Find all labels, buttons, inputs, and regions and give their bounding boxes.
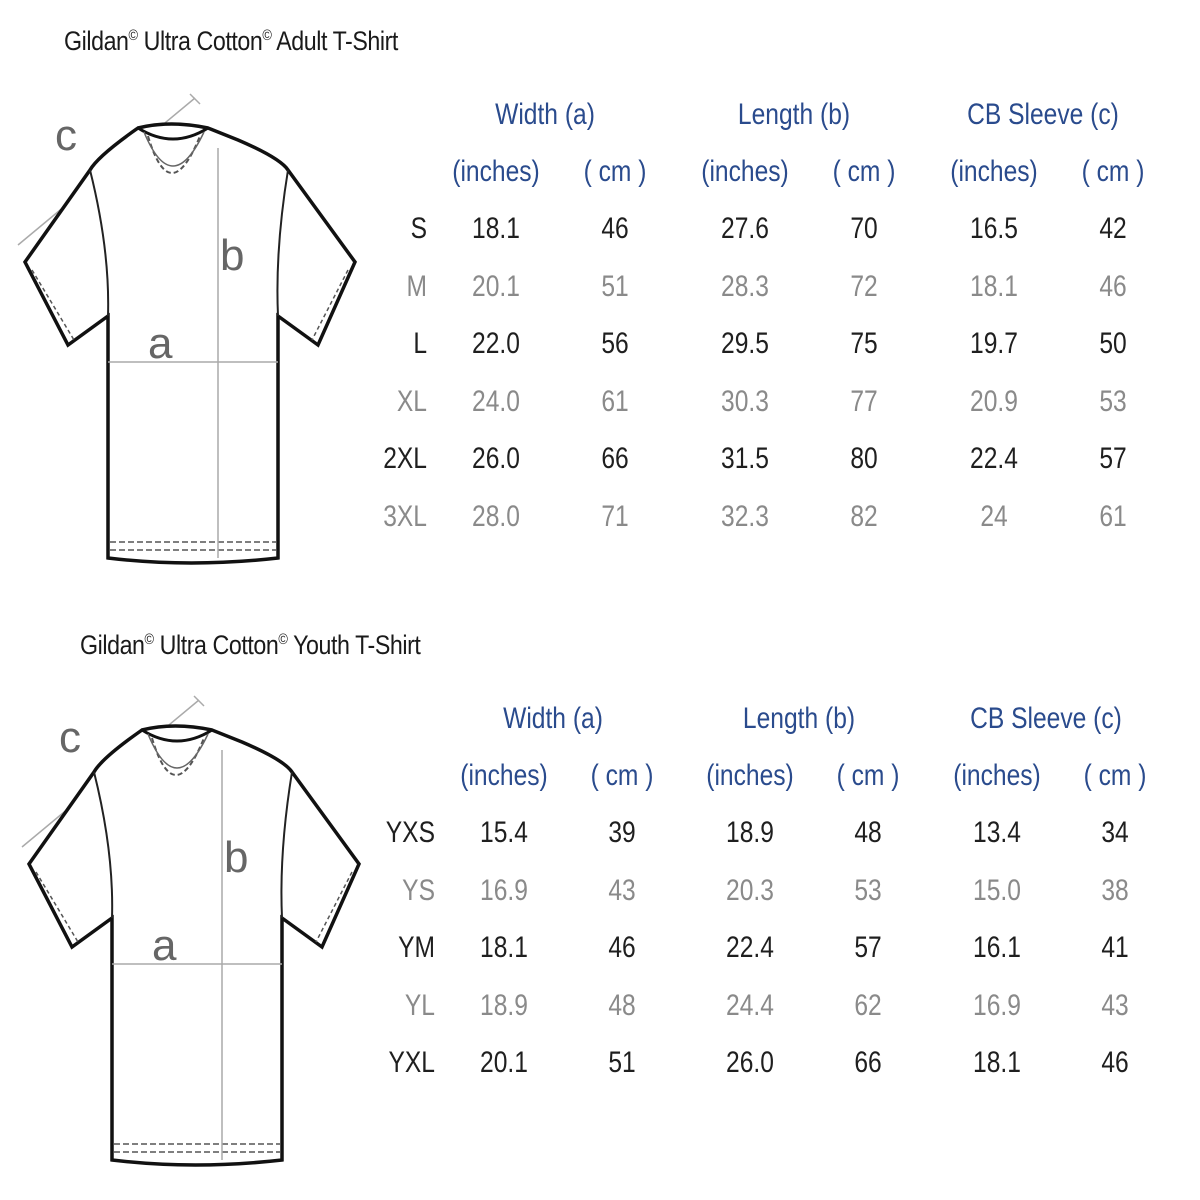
youth-size-label: YXL xyxy=(388,1046,435,1080)
youth-cell-w-cm: 46 xyxy=(608,931,636,965)
adult-cell-w-in: 22.0 xyxy=(472,327,520,361)
youth-cell-w-in: 18.1 xyxy=(480,931,528,965)
youth-cell-s-cm: 41 xyxy=(1101,931,1129,965)
adult-cell-s-cm: 57 xyxy=(1099,442,1127,476)
youth-header-w-cm: ( cm ) xyxy=(590,759,654,792)
youth-cell-w-in: 15.4 xyxy=(480,816,528,849)
youth-title: Gildan© Ultra Cotton© Youth T-Shirt xyxy=(80,630,421,660)
youth-cell-s-in: 13.4 xyxy=(973,816,1021,849)
label-a: a xyxy=(148,319,173,368)
adult-cell-s-in: 19.7 xyxy=(970,327,1018,361)
youth-header-sleeve: CB Sleeve (c) xyxy=(970,702,1122,735)
youth-cell-l-cm: 57 xyxy=(854,931,882,965)
adult-cell-w-in: 20.1 xyxy=(472,269,520,303)
youth-cell-w-cm: 39 xyxy=(608,816,636,849)
adult-cell-l-cm: 72 xyxy=(850,269,878,303)
youth-header-length: Length (b) xyxy=(742,702,856,735)
adult-header-length: Length (b) xyxy=(737,98,851,131)
adult-size-label: L xyxy=(413,327,427,361)
youth-label-b: b xyxy=(224,833,249,882)
youth-header-s-cm: ( cm ) xyxy=(1083,759,1147,792)
youth-cell-w-in: 18.9 xyxy=(480,988,528,1022)
youth-cell-s-cm: 46 xyxy=(1101,1046,1129,1080)
youth-header-l-cm: ( cm ) xyxy=(836,759,900,792)
adult-size-label: 2XL xyxy=(383,442,427,476)
adult-size-label: 3XL xyxy=(383,500,427,533)
adult-cell-s-in: 24 xyxy=(980,500,1008,533)
adult-cell-l-cm: 82 xyxy=(850,500,878,533)
adult-cell-s-cm: 53 xyxy=(1099,384,1127,418)
adult-cell-l-in: 28.3 xyxy=(721,269,769,303)
youth-cell-l-cm: 48 xyxy=(854,816,882,849)
youth-cell-s-cm: 38 xyxy=(1101,873,1129,907)
youth-header-width: Width (a) xyxy=(503,702,603,735)
adult-cell-w-in: 26.0 xyxy=(472,442,520,476)
youth-cell-l-cm: 62 xyxy=(854,988,882,1022)
youth-cell-l-cm: 66 xyxy=(854,1046,882,1080)
adult-cell-s-cm: 46 xyxy=(1099,269,1127,303)
adult-size-label: S xyxy=(410,212,427,245)
youth-header-s-in: (inches) xyxy=(953,759,1041,792)
youth-cell-l-in: 20.3 xyxy=(726,873,774,907)
adult-cell-w-in: 18.1 xyxy=(472,212,520,245)
youth-size-label: YL xyxy=(404,988,435,1022)
youth-cell-l-in: 18.9 xyxy=(726,816,774,849)
adult-cell-w-cm: 71 xyxy=(601,500,629,533)
adult-cell-w-cm: 66 xyxy=(601,442,629,476)
adult-title: Gildan© Ultra Cotton© Adult T-Shirt xyxy=(64,26,398,56)
youth-label-c: c xyxy=(59,713,81,762)
adult-header-l-in: (inches) xyxy=(701,155,789,188)
youth-cell-w-cm: 51 xyxy=(608,1046,636,1080)
youth-cell-s-cm: 34 xyxy=(1101,816,1129,849)
adult-cell-l-cm: 77 xyxy=(850,384,878,418)
adult-cell-l-in: 29.5 xyxy=(721,327,769,361)
adult-cell-s-in: 18.1 xyxy=(970,269,1018,303)
adult-cell-l-cm: 75 xyxy=(850,327,878,361)
adult-cell-w-cm: 61 xyxy=(601,384,629,418)
youth-cell-s-in: 15.0 xyxy=(973,873,1021,907)
adult-cell-s-cm: 61 xyxy=(1099,500,1127,533)
youth-header-l-in: (inches) xyxy=(706,759,794,792)
youth-size-label: YXS xyxy=(385,816,435,849)
adult-cell-s-in: 20.9 xyxy=(970,384,1018,418)
youth-label-a: a xyxy=(152,921,177,970)
adult-cell-s-in: 22.4 xyxy=(970,442,1018,476)
adult-shirt-diagram xyxy=(10,90,370,570)
youth-cell-w-cm: 43 xyxy=(608,873,636,907)
youth-shirt-diagram xyxy=(14,692,374,1172)
adult-cell-l-in: 30.3 xyxy=(721,384,769,418)
adult-cell-l-cm: 70 xyxy=(850,212,878,245)
adult-cell-w-cm: 51 xyxy=(601,269,629,303)
adult-header-w-in: (inches) xyxy=(452,155,540,188)
adult-cell-w-cm: 56 xyxy=(601,327,629,361)
adult-cell-w-in: 28.0 xyxy=(472,500,520,533)
youth-cell-l-in: 24.4 xyxy=(726,988,774,1022)
label-c: c xyxy=(55,111,77,160)
adult-header-s-in: (inches) xyxy=(950,155,1038,188)
youth-cell-w-in: 16.9 xyxy=(480,873,528,907)
adult-cell-w-cm: 46 xyxy=(601,212,629,245)
adult-header-w-cm: ( cm ) xyxy=(583,155,647,188)
adult-header-width: Width (a) xyxy=(495,98,595,131)
adult-cell-l-in: 31.5 xyxy=(721,442,769,476)
youth-cell-l-in: 22.4 xyxy=(726,931,774,965)
adult-cell-s-cm: 50 xyxy=(1099,327,1127,361)
adult-cell-l-cm: 80 xyxy=(850,442,878,476)
youth-cell-l-in: 26.0 xyxy=(726,1046,774,1080)
adult-cell-l-in: 32.3 xyxy=(721,500,769,533)
youth-header-w-in: (inches) xyxy=(460,759,548,792)
youth-cell-s-cm: 43 xyxy=(1101,988,1129,1022)
adult-header-l-cm: ( cm ) xyxy=(832,155,896,188)
adult-cell-w-in: 24.0 xyxy=(472,384,520,418)
label-b: b xyxy=(220,231,245,280)
youth-size-label: YS xyxy=(402,873,435,907)
youth-cell-s-in: 18.1 xyxy=(973,1046,1021,1080)
adult-size-label: M xyxy=(406,269,427,303)
youth-size-label: YM xyxy=(398,931,435,965)
youth-cell-s-in: 16.9 xyxy=(973,988,1021,1022)
youth-cell-s-in: 16.1 xyxy=(973,931,1021,965)
youth-cell-l-cm: 53 xyxy=(854,873,882,907)
adult-size-label: XL xyxy=(396,384,427,418)
adult-cell-l-in: 27.6 xyxy=(721,212,769,245)
adult-cell-s-in: 16.5 xyxy=(970,212,1018,245)
youth-cell-w-cm: 48 xyxy=(608,988,636,1022)
youth-cell-w-in: 20.1 xyxy=(480,1046,528,1080)
adult-header-s-cm: ( cm ) xyxy=(1081,155,1145,188)
adult-cell-s-cm: 42 xyxy=(1099,212,1127,245)
adult-header-sleeve: CB Sleeve (c) xyxy=(967,98,1119,131)
